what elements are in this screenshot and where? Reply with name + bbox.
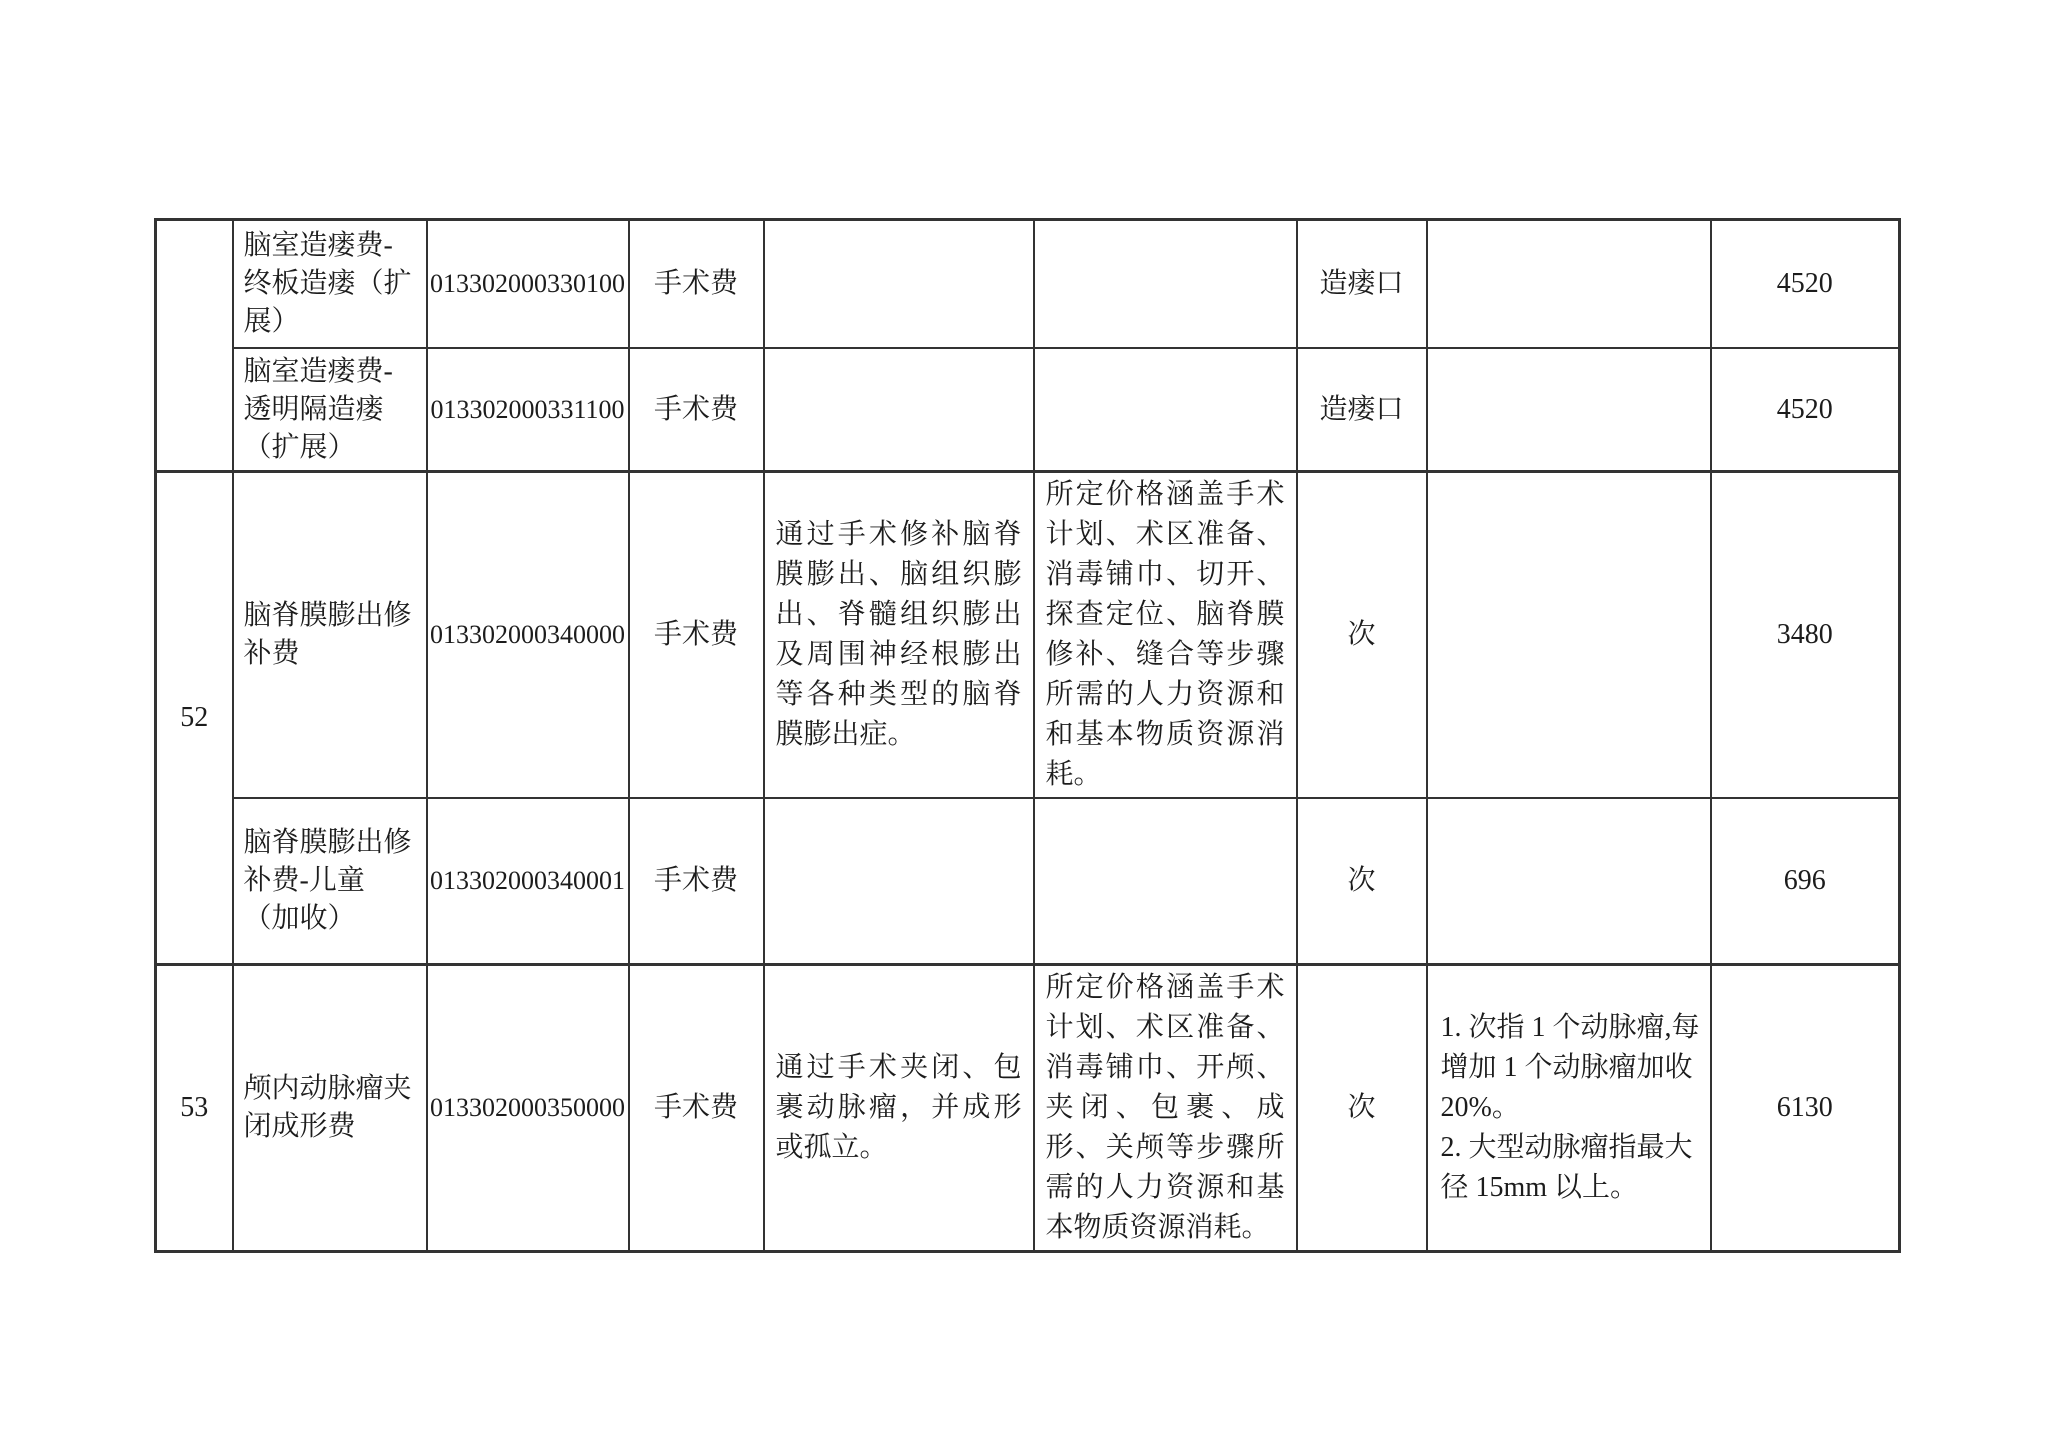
table-row xyxy=(156,965,1900,1252)
notes-cell xyxy=(1427,348,1711,472)
notes-cell xyxy=(1427,472,1711,799)
unit-cell: 次 xyxy=(1297,472,1427,799)
fee-type-cell: 手术费 xyxy=(629,472,764,799)
unit-cell: 次 xyxy=(1297,798,1427,965)
price-table xyxy=(154,218,1901,1253)
coverage-cell xyxy=(1034,220,1297,349)
coverage-cell xyxy=(1034,798,1297,965)
item-name-cell: 脑室造瘘费-透明隔造瘘（扩展） xyxy=(233,348,427,472)
price-cell: 4520 xyxy=(1711,220,1900,349)
item-code-cell: 013302000350000 xyxy=(427,965,629,1252)
item-name-cell: 颅内动脉瘤夹闭成形费 xyxy=(233,965,427,1252)
item-name-cell: 脑脊膜膨出修补费-儿童（加收） xyxy=(233,798,427,965)
item-code-cell: 013302000340001 xyxy=(427,798,629,965)
description-cell xyxy=(764,220,1034,349)
fee-type-cell: 手术费 xyxy=(629,965,764,1252)
description-cell xyxy=(764,798,1034,965)
description-cell xyxy=(764,348,1034,472)
table-row xyxy=(156,798,1900,965)
price-cell: 4520 xyxy=(1711,348,1900,472)
item-code-cell: 013302000331100 xyxy=(427,348,629,472)
price-cell: 696 xyxy=(1711,798,1900,965)
item-name-cell: 脑室造瘘费-终板造瘘（扩展） xyxy=(233,220,427,349)
description-cell: 通过手术夹闭、包裹动脉瘤，并成形或孤立。 xyxy=(764,965,1034,1252)
table-row xyxy=(156,220,1900,349)
table-row xyxy=(156,472,1900,799)
note-line-2: 2. 大型动脉瘤指最大径 15mm 以上。 xyxy=(1440,1132,1693,1203)
note-line-1: 1. 次指 1 个动脉瘤,每增加 1 个动脉瘤加收 20%。 xyxy=(1440,1012,1700,1123)
unit-cell: 造瘘口 xyxy=(1297,220,1427,349)
description-cell: 通过手术修补脑脊膜膨出、脑组织膨出、脊髓组织膨出及周围神经根膨出等各种类型的脑脊膜膨出症。 xyxy=(764,472,1034,799)
item-name-cell: 脑脊膜膨出修补费 xyxy=(233,472,427,799)
price-cell: 6130 xyxy=(1711,965,1900,1252)
fee-type-cell: 手术费 xyxy=(629,348,764,472)
row-number-cell: 52 xyxy=(156,472,233,965)
row-number-cell xyxy=(156,220,233,472)
row-number-cell: 53 xyxy=(156,965,233,1252)
unit-cell: 造瘘口 xyxy=(1297,348,1427,472)
unit-cell: 次 xyxy=(1297,965,1427,1252)
coverage-cell: 所定价格涵盖手术计划、术区准备、消毒铺巾、切开、探查定位、脑脊膜修补、缝合等步骤所需的人力资源和和基本物质资源消耗。 xyxy=(1034,472,1297,799)
coverage-cell xyxy=(1034,348,1297,472)
table-row xyxy=(156,348,1900,472)
coverage-cell: 所定价格涵盖手术计划、术区准备、消毒铺巾、开颅、夹闭、包裹、成形、关颅等步骤所需的人力资源和基本物质资源消耗。 xyxy=(1034,965,1297,1252)
notes-cell xyxy=(1427,798,1711,965)
price-cell: 3480 xyxy=(1711,472,1900,799)
fee-type-cell: 手术费 xyxy=(629,220,764,349)
item-code-cell: 013302000330100 xyxy=(427,220,629,349)
item-code-cell: 013302000340000 xyxy=(427,472,629,799)
fee-type-cell: 手术费 xyxy=(629,798,764,965)
notes-cell xyxy=(1427,965,1711,1252)
notes-cell xyxy=(1427,220,1711,349)
